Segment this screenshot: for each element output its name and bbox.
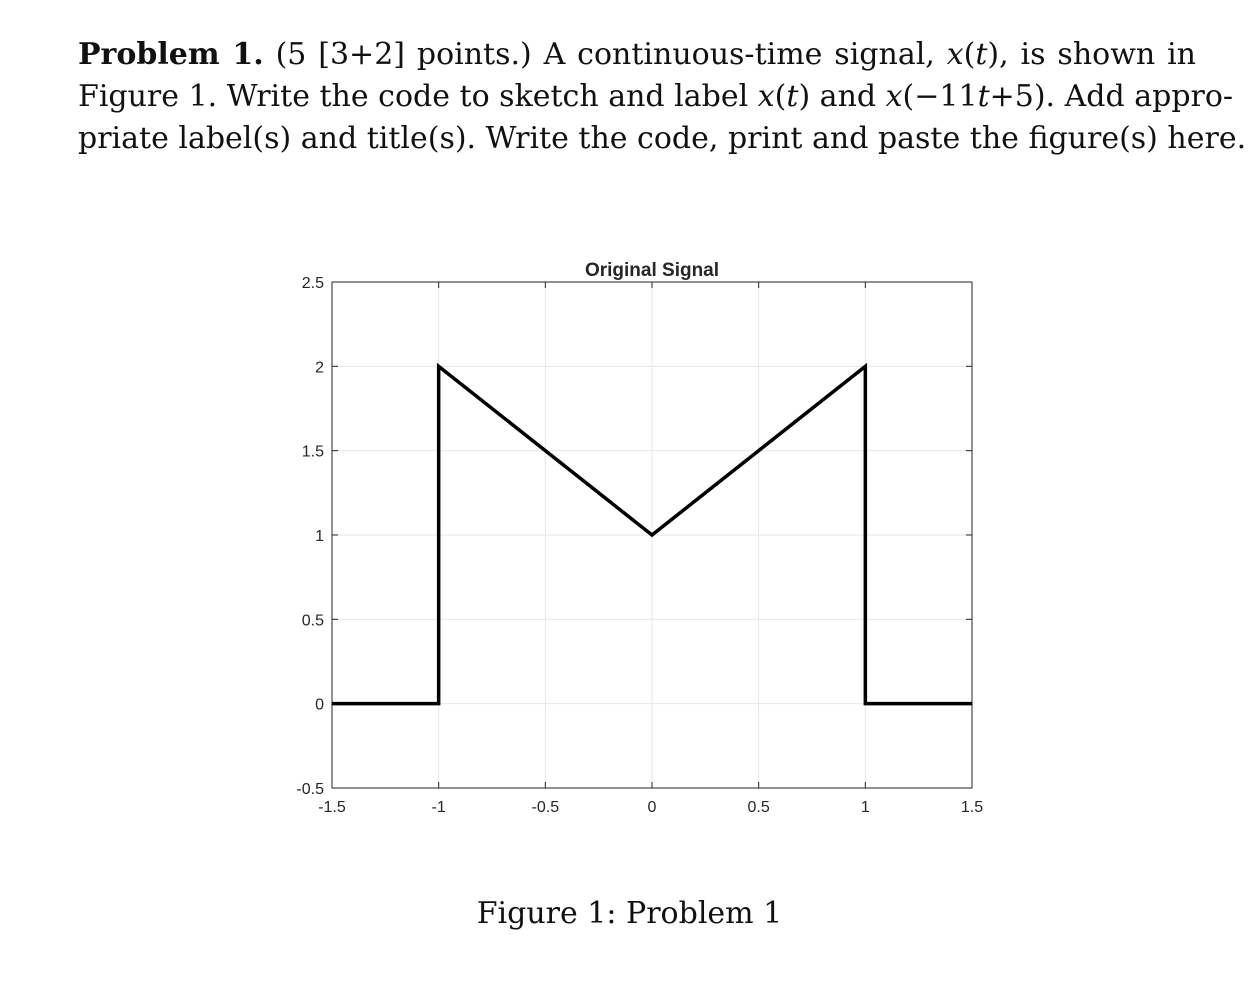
math-variable: t xyxy=(975,37,988,72)
x-tick-label: 0 xyxy=(647,799,657,816)
figure-1 xyxy=(270,250,1000,830)
y-tick-label: 2 xyxy=(315,359,324,377)
math-variable: x xyxy=(946,37,964,72)
problem-text: priate label(s) and title(s). Write the code, print and paste the figure(s) here. xyxy=(78,121,1247,156)
x-tick-label: -1.5 xyxy=(318,799,346,816)
x-tick-label: 0.5 xyxy=(747,799,770,816)
problem-text: ( xyxy=(774,79,787,114)
math-variable: t xyxy=(786,79,799,114)
y-tick-label: 2.5 xyxy=(301,275,324,292)
math-variable: x xyxy=(757,79,775,114)
problem-text: (5 [3+2] points.) A continuous-time signal, xyxy=(263,37,947,72)
y-tick-label: -0.5 xyxy=(296,781,324,798)
x-tick-label: 1 xyxy=(860,799,870,816)
chart xyxy=(270,250,1000,830)
y-tick-label: 0 xyxy=(315,696,324,714)
chart-title: Original Signal xyxy=(584,260,720,281)
problem-heading: Problem 1. xyxy=(78,37,264,72)
y-tick-label: 1 xyxy=(315,528,324,545)
problem-line xyxy=(78,76,1234,118)
problem-text: Figure 1. Write the code to sketch and label xyxy=(78,79,758,114)
math-variable: t xyxy=(977,79,990,114)
problem-text: ( xyxy=(963,37,976,72)
x-tick-label: -0.5 xyxy=(531,799,560,816)
tick-labels xyxy=(296,275,983,816)
y-tick-label: 0.5 xyxy=(301,612,324,630)
x-tick-label: 1.5 xyxy=(960,799,984,816)
y-tick-label: 1.5 xyxy=(301,443,324,461)
figure-caption: Figure 1: Problem 1 xyxy=(476,896,783,931)
math-variable: x xyxy=(885,79,903,114)
problem-text: +5). Add appro- xyxy=(989,79,1234,114)
problem-line xyxy=(78,118,1247,160)
problem-text: (−11 xyxy=(902,79,978,114)
problem-statement xyxy=(78,34,1247,160)
problem-text: ), is shown in xyxy=(987,37,1196,72)
x-tick-label: -1 xyxy=(431,799,446,816)
problem-text: ) and xyxy=(798,79,886,114)
problem-line xyxy=(78,34,1196,76)
